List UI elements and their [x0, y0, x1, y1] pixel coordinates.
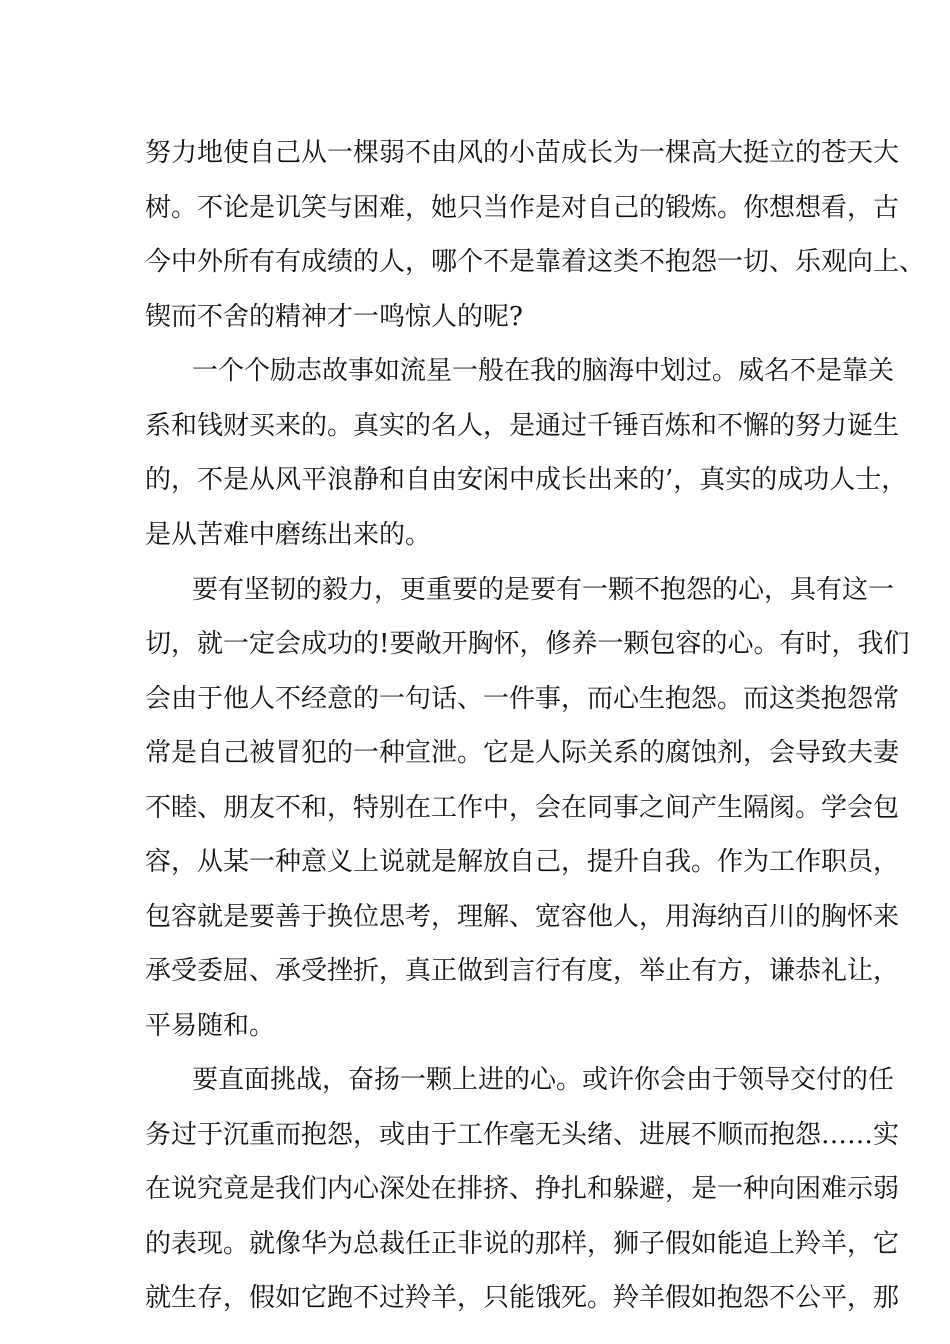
text-line: 要有坚韧的毅力，更重要的是要有一颗不抱怨的心，具有这一: [192, 575, 895, 605]
text-line: 常是自己被冒犯的一种宣泄。它是人际关系的腐蚀剂，会导致夫妻: [145, 738, 900, 768]
text-line: 会由于他人不经意的一句话、一件事，而心生抱怨。而这类抱怨常: [145, 684, 900, 714]
text-line: 树。不论是讥笑与困难，她只当作是对自己的锻炼。你想想看，古: [145, 193, 900, 223]
text-line: 容，从某一种意义上说就是解放自己，提升自我。作为工作职员，: [145, 847, 900, 877]
text-line: 切，就一定会成功的!要敞开胸怀，修养一颗包容的心。有时，我们: [145, 629, 910, 659]
text-line: 不睦、朋友不和，特别在工作中，会在同事之间产生隔阂。学会包: [145, 793, 900, 823]
text-line: 的表现。就像华为总裁任正非说的那样，狮子假如能追上羚羊，它: [145, 1229, 900, 1259]
text-line: 今中外所有有成绩的人，哪个不是靠着这类不抱怨一切、乐观向上、: [145, 247, 926, 277]
text-line: 在说究竟是我们内心深处在排挤、挣扎和躲避，是一种向困难示弱: [145, 1174, 900, 1204]
text-line: 努力地使自己从一棵弱不由风的小苗成长为一棵高大挺立的苍天大: [145, 138, 900, 168]
text-line: 是从苦难中磨练出来的。: [145, 520, 432, 550]
text-line: 锲而不舍的精神才一鸣惊人的呢?: [145, 302, 523, 332]
text-line: 的，不是从风平浪静和自由安闲中成长出来的’，真实的成功人士，: [145, 465, 908, 495]
text-line: 承受委屈、承受挫折，真正做到言行有度，举止有方，谦恭礼让，: [145, 956, 900, 986]
text-line: 平易随和。: [145, 1011, 276, 1041]
text-line: 要直面挑战，奋扬一颗上进的心。或许你会由于领导交付的任: [192, 1065, 895, 1095]
text-line: 一个个励志故事如流星一般在我的脑海中划过。威名不是靠关: [192, 356, 895, 386]
text-line: 系和钱财买来的。真实的名人，是通过千锤百炼和不懈的努力诞生: [145, 411, 900, 441]
text-line: 就生存，假如它跑不过羚羊，只能饿死。羚羊假如抱怨不公平，那: [145, 1283, 900, 1313]
text-line: 务过于沉重而抱怨，或由于工作毫无头绪、进展不顺而抱怨……实: [145, 1120, 900, 1150]
text-line: 包容就是要善于换位思考，理解、宽容他人，用海纳百川的胸怀来: [145, 902, 900, 932]
